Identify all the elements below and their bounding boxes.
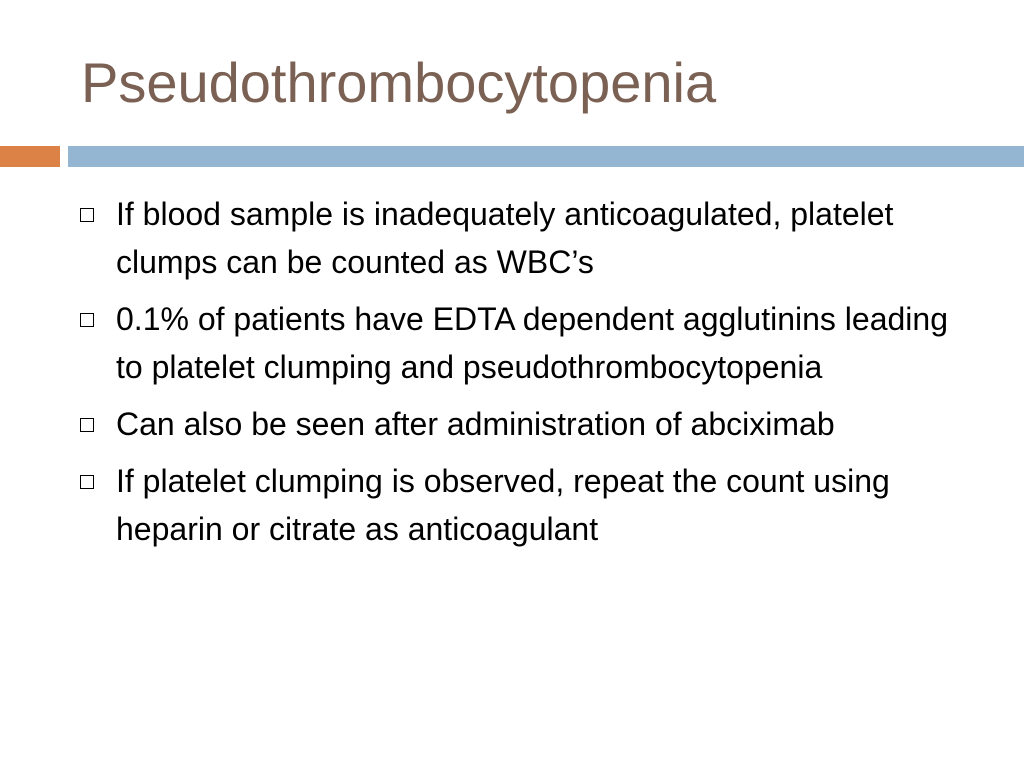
bullet-text: If blood sample is inadequately anticoagulated, platelet clumps can be counted as WBC’s xyxy=(116,196,894,280)
accent-bar-blue xyxy=(68,146,1024,167)
bullet-item xyxy=(80,190,980,286)
bullet-item xyxy=(80,295,980,391)
bullet-item xyxy=(80,457,980,553)
slide-title: Pseudothrombocytopenia xyxy=(81,51,717,114)
bullet-text: If platelet clumping is observed, repeat the count using heparin or citrate as anticoagulant xyxy=(116,463,890,547)
bullet-list xyxy=(80,190,980,562)
bullet-item xyxy=(80,400,980,448)
hollow-square-bullet-icon xyxy=(80,313,94,327)
hollow-square-bullet-icon xyxy=(80,475,94,489)
hollow-square-bullet-icon xyxy=(80,418,94,432)
hollow-square-bullet-icon xyxy=(80,208,94,222)
bullet-text: 0.1% of patients have EDTA dependent agglutinins leading to platelet clumping and pseudothrombocytopenia xyxy=(116,301,948,385)
accent-bar-orange xyxy=(0,146,60,167)
bullet-text: Can also be seen after administration of abciximab xyxy=(116,406,835,442)
